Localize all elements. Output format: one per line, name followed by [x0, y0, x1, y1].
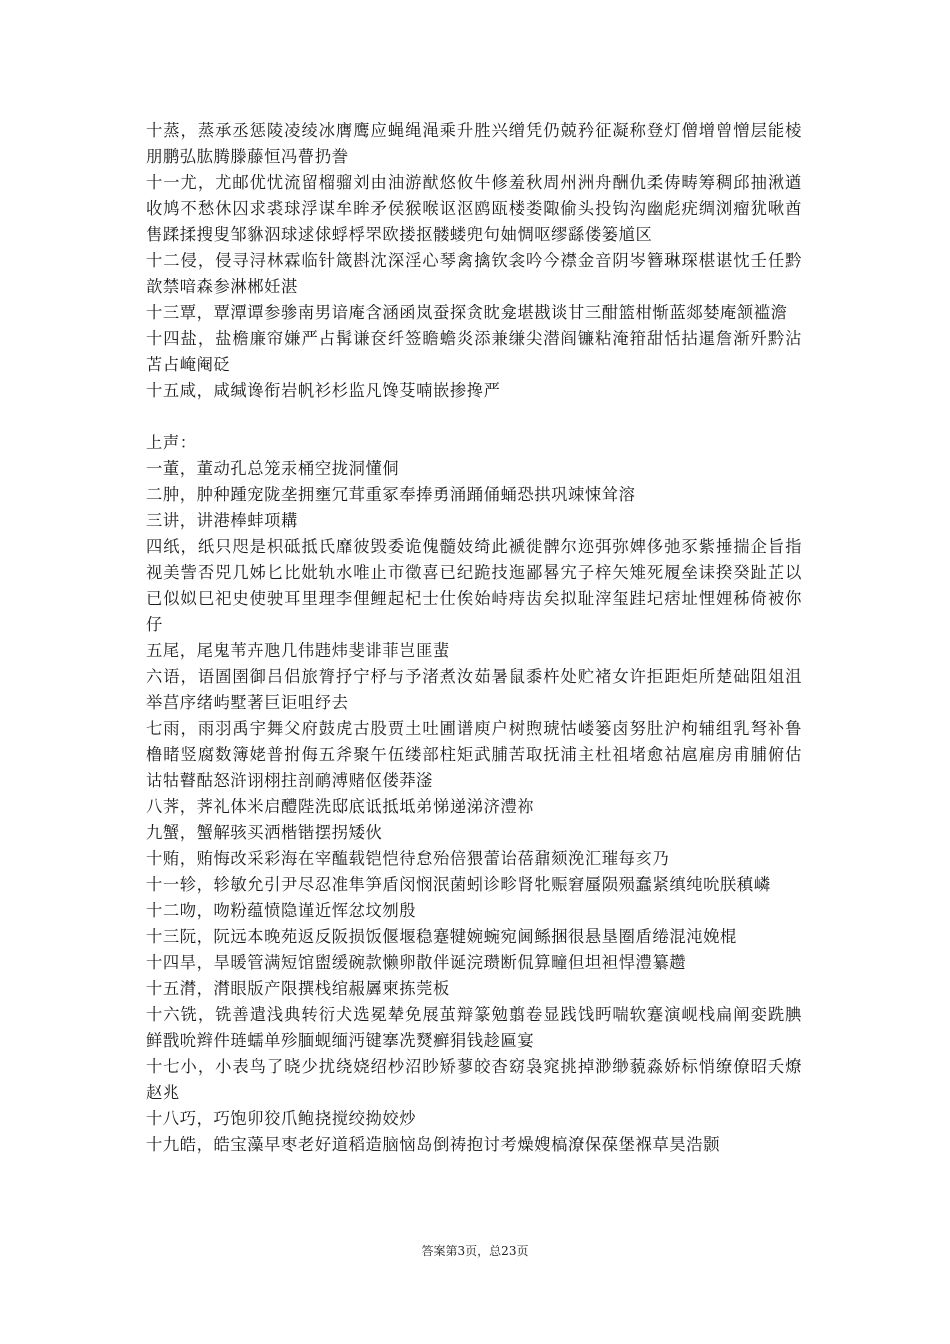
rhyme-line-zhong: 二肿，肿种踵宠陇垄拥壅冗茸重冢奉捧勇涌踊俑蛹恐拱巩竦悚耸溶 [146, 485, 636, 504]
rhyme-line-zhen: 十一轸，轸敏允引尹尽忍准隼笋盾闵悯泯菌蚓诊畛肾牝赈窘蜃陨殒蠢紧缜纯吮朕稹嶙 [146, 875, 771, 894]
rhyme-line-dong: 一董，董动孔总笼汞桶空拢洞懂侗 [146, 459, 400, 478]
section-heading-shangsheng: 上声： [146, 433, 197, 452]
rhyme-line-qiao: 十八巧，巧饱卯狡爪鲍挠搅绞拗姣炒 [146, 1109, 417, 1128]
rhyme-line-shan: 十五潸，潸眼版产限撰栈绾赧羼柬拣莞板 [146, 979, 450, 998]
rhyme-line-yu-rain: 七雨，雨羽禹宇舞父府鼓虎古股贾土吐圃谱庾户树煦琥怙嵝篓卤努肚沪枸辅组乳弩补鲁橹睹竖腐数簿姥普拊侮五斧聚午伍缕部柱矩武脯苦取抚浦主杜祖堵愈祜扈雇房甫脯俯估诂牯瞽酤怒浒诩栩拄剖鸸溥赌伛偻莽滏 [146, 719, 802, 790]
rhyme-line-xiao: 十七小，小表鸟了晓少扰绕娆绍杪沼眇矫蓼皎杳窈袅窕挑掉渺缈藐淼娇标悄缭僚昭夭燎赵兆 [146, 1057, 802, 1102]
rhyme-line-pingsheng-you: 十一尤，尤邮优忧流留榴骝刘由油游猷悠攸牛修羞秋周州洲舟酬仇柔俦畴筹稠邱抽湫遒收鸠不愁休囚求裘球浮谋牟眸矛侯猴喉讴沤鸥瓯楼娄陬偷头投钩沟幽彪疣绸浏瘤犹啾酋售蹂揉搜叟邹貅泅球逑俅蜉桴罘欧搂抠髅蝼兜句妯惆呕缪繇偻篓馗区 [146, 173, 802, 244]
page-footer: 答案第3页，总23页 [421, 1244, 529, 1258]
rhyme-line-hao: 十九皓，皓宝藻早枣老好道稻造脑恼岛倒祷抱讨考燥嫂槁潦保葆堡褓草昊浩颢 [146, 1135, 720, 1154]
rhyme-line-jiang: 三讲，讲港棒蚌项耩 [146, 511, 298, 530]
rhyme-line-zhi: 四纸，纸只咫是枳砥抵氏靡彼毁委诡傀髓妓绮此褫徙髀尔迩弭弥婢侈弛豕紫捶揣企旨指视美訾否兕几姊匕比妣轨水唯止市徵喜已纪跪技迤鄙晷宄子梓矢雉死履垒诔揆癸趾芷以已似姒巳祀史使驶耳里理李俚鲤起杞士仕俟始峙痔齿矣拟耻滓玺跬圮痞址悝娌秭倚被你仔 [146, 537, 802, 634]
rhyme-line-ruan: 十三阮，阮远本晚苑返反阪损饭偃堰稳蹇犍婉蜿宛阃鲧捆很悬垦圈盾绻混沌娩棍 [146, 927, 737, 946]
rhyme-line-han: 十四旱，旱暖管满短馆盥缓碗款懒卵散伴诞浣瓒断侃算疃但坦袒悍澧纂趱 [146, 953, 687, 972]
rhyme-line-ji: 八荠，荠礼体米启醴陛洗邸底诋抵坻弟悌递涕济澧祢 [146, 797, 535, 816]
rhyme-line-pingsheng-tan: 十三覃，覃潭谭参骖南男谙庵含涵函岚蚕探贪眈龛堪戡谈甘三酣篮柑惭蓝郯婪庵颔褴澹 [146, 303, 788, 322]
rhyme-line-pingsheng-xian: 十五咸，咸缄谗衔岩帆衫杉监凡馋芟喃嵌掺搀严 [146, 381, 501, 400]
rhyme-line-wen: 十二吻，吻粉蕴愤隐谨近恽忿坟刎殷 [146, 901, 417, 920]
rhyme-line-xie: 九蟹，蟹解骇买洒楷锴摆拐矮伙 [146, 823, 383, 842]
rhyme-line-pingsheng-yan: 十四盐，盐檐廉帘嫌严占髯谦奁纤签瞻蟾炎添兼缣尖潜阎镰粘淹箝甜恬拈暹詹渐歼黔沾苫占崦阉砭 [146, 329, 802, 374]
paragraph-spacer [146, 404, 802, 430]
rhyme-line-wei: 五尾，尾鬼苇卉虺几伟韪炜斐诽菲岂匪蜚 [146, 641, 450, 660]
rhyme-line-pingsheng-zheng: 十蒸，蒸承丞惩陵凌绫冰膺鹰应蝇绳渑乘升胜兴缯凭仍兢矜征凝称登灯僧增曾憎层能棱朋鹏弘肱腾滕藤恒冯瞢扔誊 [146, 121, 802, 166]
rhyme-line-yu: 六语，语圄圉御吕侣旅膂抒宁杼与予渚煮汝茹暑鼠黍杵处贮褚女许拒距炬所楚础阻俎沮举莒序绪屿墅著巨讵咀纾去 [146, 667, 802, 712]
document-body [146, 118, 802, 1158]
rhyme-line-xian-xi: 十六铣，铣善遣浅典转衍犬选冕辇免展茧辩篆勉翦卷显践饯眄喘软蹇演岘栈扁阐娈跣腆鲜戬吮辫件琏蠕单殄腼蚬缅沔键搴冼燹癣狷钱趁匾宴 [146, 1005, 802, 1050]
rhyme-line-pingsheng-qin: 十二侵，侵寻浔林霖临针箴斟沈深淫心琴禽擒钦衾吟今襟金音阴岑簪琳琛椹谌忱壬任黔歆禁喑森参淋郴妊湛 [146, 251, 802, 296]
rhyme-line-hui: 十贿，贿悔改采彩海在宰醢载铠恺待怠殆倍猥蕾诒蓓鼐颏浼汇璀每亥乃 [146, 849, 670, 868]
